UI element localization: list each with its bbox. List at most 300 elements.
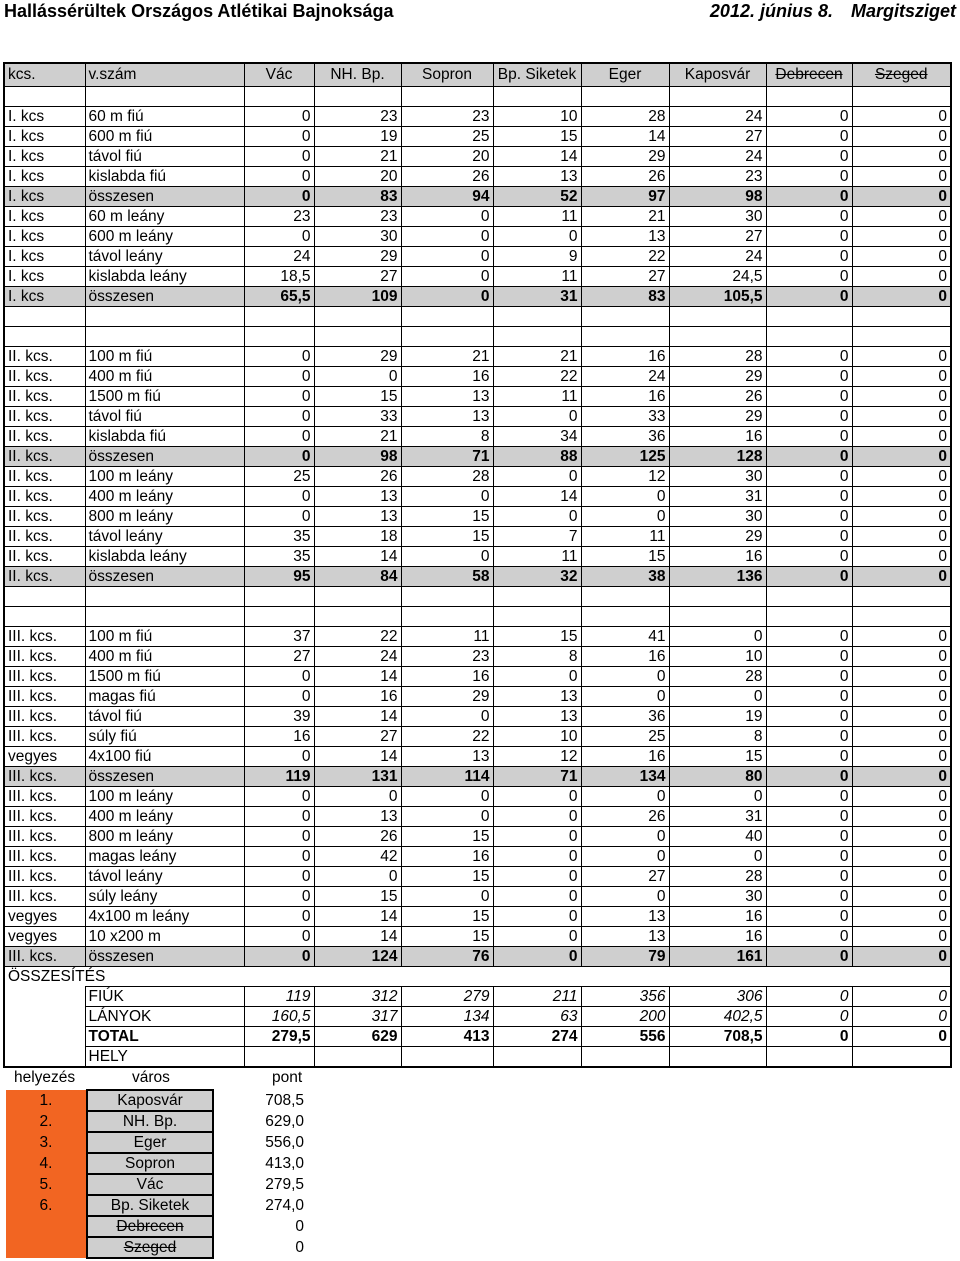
- event-cell: súly fiú: [85, 727, 244, 747]
- score-cell: 0: [401, 787, 493, 807]
- empty-cell: [852, 1047, 951, 1068]
- score-cell: 0: [852, 787, 951, 807]
- score-cell: 40: [669, 827, 766, 847]
- score-cell: 0: [401, 287, 493, 307]
- page-header: [0, 0, 960, 26]
- score-cell: 0: [766, 567, 852, 587]
- score-cell: 22: [493, 367, 581, 387]
- ranking-city: Vác: [87, 1174, 213, 1195]
- event-cell: 100 m fiú: [85, 347, 244, 367]
- score-cell: 0: [314, 867, 401, 887]
- table-row: [4, 927, 951, 947]
- event-cell: kislabda fiú: [85, 427, 244, 447]
- score-cell: 109: [314, 287, 401, 307]
- score-cell: 30: [669, 887, 766, 907]
- score-cell: 134: [581, 767, 669, 787]
- empty-cell: [244, 607, 314, 627]
- empty-cell: [4, 587, 85, 607]
- category-cell: vegyes: [4, 747, 85, 767]
- score-cell: 0: [852, 447, 951, 467]
- empty-cell: [669, 1047, 766, 1068]
- score-cell: 8: [401, 427, 493, 447]
- category-cell: III. kcs.: [4, 647, 85, 667]
- score-cell: 0: [852, 367, 951, 387]
- empty-cell: [669, 607, 766, 627]
- summary-row: [4, 1047, 951, 1068]
- score-cell: 18,5: [244, 267, 314, 287]
- score-cell: 24: [669, 147, 766, 167]
- score-cell: 0: [244, 167, 314, 187]
- score-cell: 0: [852, 487, 951, 507]
- event-cell: kislabda fiú: [85, 167, 244, 187]
- score-cell: 13: [493, 167, 581, 187]
- score-cell: 37: [244, 627, 314, 647]
- table-row: [4, 667, 951, 687]
- score-cell: 131: [314, 767, 401, 787]
- table-row: [4, 147, 951, 167]
- score-cell: 0: [852, 887, 951, 907]
- summary-value: 356: [581, 987, 669, 1007]
- score-cell: 0: [766, 187, 852, 207]
- score-cell: 13: [314, 807, 401, 827]
- score-cell: 0: [766, 687, 852, 707]
- results-table: [3, 62, 952, 1068]
- empty-cell: [766, 587, 852, 607]
- score-cell: 0: [401, 227, 493, 247]
- score-cell: 0: [852, 727, 951, 747]
- score-cell: 0: [493, 667, 581, 687]
- table-row: [4, 867, 951, 887]
- empty-cell: [4, 1027, 85, 1047]
- score-cell: 14: [493, 147, 581, 167]
- score-cell: 14: [314, 667, 401, 687]
- score-cell: 0: [401, 887, 493, 907]
- score-cell: 39: [244, 707, 314, 727]
- score-cell: 114: [401, 767, 493, 787]
- category-cell: III. kcs.: [4, 807, 85, 827]
- score-cell: 15: [401, 867, 493, 887]
- score-cell: 42: [314, 847, 401, 867]
- summary-value: 0: [852, 1007, 951, 1027]
- score-cell: 0: [766, 647, 852, 667]
- summary-value: 413: [401, 1027, 493, 1047]
- blank-row: [4, 587, 951, 607]
- ranking-table: [6, 1089, 304, 1259]
- score-cell: 0: [852, 567, 951, 587]
- ranking-city: Sopron: [87, 1153, 213, 1174]
- score-cell: 0: [766, 807, 852, 827]
- empty-cell: [314, 607, 401, 627]
- empty-cell: [401, 307, 493, 327]
- score-cell: 27: [669, 127, 766, 147]
- score-cell: 29: [669, 367, 766, 387]
- score-cell: 15: [581, 547, 669, 567]
- score-cell: 0: [766, 207, 852, 227]
- summary-value: 629: [314, 1027, 401, 1047]
- column-header: Kaposvár: [669, 63, 766, 87]
- event-cell: összesen: [85, 287, 244, 307]
- score-cell: 13: [493, 687, 581, 707]
- score-cell: 31: [493, 287, 581, 307]
- summary-value: 0: [766, 1027, 852, 1047]
- category-cell: I. kcs: [4, 267, 85, 287]
- score-cell: 0: [244, 487, 314, 507]
- event-cell: 600 m leány: [85, 227, 244, 247]
- score-cell: 0: [244, 107, 314, 127]
- category-cell: III. kcs.: [4, 727, 85, 747]
- score-cell: 16: [581, 347, 669, 367]
- score-cell: 0: [852, 807, 951, 827]
- score-cell: 8: [493, 647, 581, 667]
- ranking-city: Debrecen: [87, 1216, 213, 1237]
- event-cell: 400 m leány: [85, 487, 244, 507]
- score-cell: 15: [401, 907, 493, 927]
- score-cell: 23: [401, 647, 493, 667]
- score-cell: 105,5: [669, 287, 766, 307]
- category-cell: III. kcs.: [4, 767, 85, 787]
- score-cell: 33: [314, 407, 401, 427]
- category-cell: II. kcs.: [4, 487, 85, 507]
- empty-cell: [852, 307, 951, 327]
- score-cell: 15: [401, 927, 493, 947]
- event-cell: 4x100 fiú: [85, 747, 244, 767]
- score-cell: 0: [852, 947, 951, 967]
- score-cell: 0: [244, 227, 314, 247]
- event-cell: 100 m fiú: [85, 627, 244, 647]
- empty-cell: [4, 1047, 85, 1068]
- event-cell: 400 m leány: [85, 807, 244, 827]
- table-row: [4, 827, 951, 847]
- ranking-position: 6.: [6, 1195, 87, 1216]
- score-cell: 0: [766, 507, 852, 527]
- category-cell: I. kcs: [4, 167, 85, 187]
- score-cell: 0: [493, 227, 581, 247]
- score-cell: 0: [244, 847, 314, 867]
- score-cell: 0: [401, 707, 493, 727]
- score-cell: 95: [244, 567, 314, 587]
- empty-cell: [766, 307, 852, 327]
- summary-value: 0: [852, 987, 951, 1007]
- score-cell: 0: [669, 627, 766, 647]
- score-cell: 22: [314, 627, 401, 647]
- score-cell: 0: [244, 187, 314, 207]
- total-row: [4, 947, 951, 967]
- score-cell: 26: [581, 807, 669, 827]
- category-cell: I. kcs: [4, 147, 85, 167]
- category-cell: I. kcs: [4, 287, 85, 307]
- score-cell: 12: [581, 467, 669, 487]
- category-cell: III. kcs.: [4, 667, 85, 687]
- event-cell: kislabda leány: [85, 547, 244, 567]
- score-cell: 11: [493, 387, 581, 407]
- score-cell: 23: [314, 207, 401, 227]
- summary-value: 0: [766, 987, 852, 1007]
- event-cell: magas leány: [85, 847, 244, 867]
- score-cell: 0: [766, 907, 852, 927]
- table-row: [4, 407, 951, 427]
- score-cell: 0: [581, 487, 669, 507]
- score-cell: 0: [852, 227, 951, 247]
- score-cell: 25: [581, 727, 669, 747]
- event-cell: 400 m fiú: [85, 367, 244, 387]
- score-cell: 0: [766, 227, 852, 247]
- score-cell: 10: [493, 107, 581, 127]
- score-cell: 0: [852, 907, 951, 927]
- empty-cell: [581, 307, 669, 327]
- score-cell: 0: [581, 887, 669, 907]
- score-cell: 0: [493, 887, 581, 907]
- ranking-position: [6, 1237, 87, 1258]
- score-cell: 58: [401, 567, 493, 587]
- event-place: Margitsziget: [850, 1, 956, 21]
- score-cell: 13: [581, 907, 669, 927]
- score-cell: 0: [766, 727, 852, 747]
- empty-cell: [85, 87, 244, 107]
- score-cell: 21: [581, 207, 669, 227]
- date-place: [692, 0, 956, 22]
- table-row: [4, 547, 951, 567]
- score-cell: 31: [669, 807, 766, 827]
- score-cell: 27: [244, 647, 314, 667]
- category-cell: II. kcs.: [4, 367, 85, 387]
- score-cell: 21: [401, 347, 493, 367]
- empty-cell: [401, 327, 493, 347]
- blank-row: [4, 87, 951, 107]
- category-cell: I. kcs: [4, 107, 85, 127]
- score-cell: 0: [852, 747, 951, 767]
- category-cell: II. kcs.: [4, 507, 85, 527]
- score-cell: 23: [401, 107, 493, 127]
- score-cell: 0: [244, 447, 314, 467]
- score-cell: 0: [401, 267, 493, 287]
- score-cell: 33: [581, 407, 669, 427]
- summary-value: 274: [493, 1027, 581, 1047]
- ranking-points: 629,0: [265, 1113, 304, 1130]
- table-row: [4, 247, 951, 267]
- score-cell: 24: [669, 247, 766, 267]
- score-cell: 14: [314, 747, 401, 767]
- score-cell: 0: [314, 367, 401, 387]
- empty-cell: [493, 327, 581, 347]
- score-cell: 0: [581, 827, 669, 847]
- score-cell: 14: [314, 547, 401, 567]
- score-cell: 16: [244, 727, 314, 747]
- category-cell: III. kcs.: [4, 787, 85, 807]
- score-cell: 0: [852, 247, 951, 267]
- score-cell: 0: [244, 827, 314, 847]
- score-cell: 16: [401, 847, 493, 867]
- score-cell: 26: [314, 827, 401, 847]
- empty-cell: [244, 307, 314, 327]
- score-cell: 13: [401, 407, 493, 427]
- score-cell: 28: [669, 867, 766, 887]
- ranking-position: 1.: [6, 1090, 87, 1111]
- table-row: [4, 747, 951, 767]
- summary-title: ÖSSZESÍTÉS: [4, 967, 244, 987]
- score-cell: 29: [581, 147, 669, 167]
- score-cell: 13: [493, 707, 581, 727]
- table-row: [4, 107, 951, 127]
- score-cell: 11: [401, 627, 493, 647]
- score-cell: 0: [244, 127, 314, 147]
- score-cell: 0: [852, 207, 951, 227]
- ranking-position: 5.: [6, 1174, 87, 1195]
- blank-row: [4, 607, 951, 627]
- score-cell: 27: [314, 267, 401, 287]
- table-row: [4, 627, 951, 647]
- score-cell: 21: [314, 147, 401, 167]
- summary-value: 160,5: [244, 1007, 314, 1027]
- score-cell: 9: [493, 247, 581, 267]
- table-row: [4, 367, 951, 387]
- score-cell: 0: [766, 547, 852, 567]
- score-cell: 13: [401, 747, 493, 767]
- column-header: NH. Bp.: [314, 63, 401, 87]
- score-cell: 30: [669, 467, 766, 487]
- score-cell: 0: [401, 807, 493, 827]
- score-cell: 76: [401, 947, 493, 967]
- score-cell: 13: [401, 387, 493, 407]
- table-header-row: [4, 63, 951, 87]
- score-cell: 0: [493, 867, 581, 887]
- ranking-position: [6, 1216, 87, 1237]
- ranking-position: 4.: [6, 1153, 87, 1174]
- score-cell: 14: [493, 487, 581, 507]
- category-cell: III. kcs.: [4, 707, 85, 727]
- score-cell: 22: [581, 247, 669, 267]
- event-cell: összesen: [85, 767, 244, 787]
- event-cell: 1500 m fiú: [85, 387, 244, 407]
- score-cell: 16: [669, 927, 766, 947]
- score-cell: 0: [766, 447, 852, 467]
- score-cell: 19: [669, 707, 766, 727]
- score-cell: 0: [401, 487, 493, 507]
- score-cell: 0: [244, 907, 314, 927]
- score-cell: 83: [581, 287, 669, 307]
- score-cell: 79: [581, 947, 669, 967]
- summary-label: HELY: [85, 1047, 244, 1068]
- event-cell: 60 m leány: [85, 207, 244, 227]
- event-cell: 400 m fiú: [85, 647, 244, 667]
- score-cell: 16: [581, 647, 669, 667]
- summary-row: [4, 1027, 951, 1047]
- summary-value: 0: [766, 1007, 852, 1027]
- event-cell: távol leány: [85, 867, 244, 887]
- empty-cell: [493, 87, 581, 107]
- ranking-header-city: város: [132, 1069, 170, 1086]
- ranking-header-pts: pont: [272, 1069, 303, 1086]
- event-date: 2012. június 8.: [709, 1, 833, 21]
- score-cell: 13: [581, 927, 669, 947]
- score-cell: 0: [244, 507, 314, 527]
- score-cell: 18: [314, 527, 401, 547]
- column-header: Eger: [581, 63, 669, 87]
- ranking-row: [6, 1195, 304, 1216]
- score-cell: 0: [244, 887, 314, 907]
- score-cell: 0: [669, 687, 766, 707]
- empty-cell: [314, 587, 401, 607]
- score-cell: 0: [244, 927, 314, 947]
- summary-value: 134: [401, 1007, 493, 1027]
- table-row: [4, 347, 951, 367]
- score-cell: 0: [852, 507, 951, 527]
- category-cell: III. kcs.: [4, 687, 85, 707]
- score-cell: 11: [493, 547, 581, 567]
- category-cell: I. kcs: [4, 187, 85, 207]
- score-cell: 24: [581, 367, 669, 387]
- score-cell: 14: [581, 127, 669, 147]
- score-cell: 28: [581, 107, 669, 127]
- score-cell: 0: [766, 167, 852, 187]
- ranking-city: Szeged: [87, 1237, 213, 1258]
- category-cell: I. kcs: [4, 207, 85, 227]
- score-cell: 88: [493, 447, 581, 467]
- score-cell: 0: [766, 367, 852, 387]
- ranking-position: 3.: [6, 1132, 87, 1153]
- empty-cell: [766, 327, 852, 347]
- column-header: Szeged: [852, 63, 951, 87]
- ranking-header-pos: helyezés: [14, 1069, 76, 1086]
- score-cell: 16: [669, 907, 766, 927]
- table-row: [4, 647, 951, 667]
- score-cell: 83: [314, 187, 401, 207]
- column-header: Sopron: [401, 63, 493, 87]
- score-cell: 0: [852, 827, 951, 847]
- score-cell: 0: [766, 867, 852, 887]
- ranking-section: [6, 1068, 306, 1259]
- score-cell: 35: [244, 527, 314, 547]
- event-cell: kislabda leány: [85, 267, 244, 287]
- score-cell: 15: [493, 627, 581, 647]
- ranking-row: [6, 1174, 304, 1195]
- event-cell: távol fiú: [85, 407, 244, 427]
- category-cell: II. kcs.: [4, 427, 85, 447]
- page-title: Hallássérültek Országos Atlétikai Bajnoksága: [4, 1, 394, 21]
- category-cell: III. kcs.: [4, 827, 85, 847]
- event-cell: távol leány: [85, 527, 244, 547]
- empty-cell: [244, 587, 314, 607]
- score-cell: 0: [766, 147, 852, 167]
- empty-cell: [581, 87, 669, 107]
- score-cell: 84: [314, 567, 401, 587]
- summary-value: 708,5: [669, 1027, 766, 1047]
- score-cell: 7: [493, 527, 581, 547]
- summary-value: 119: [244, 987, 314, 1007]
- table-row: [4, 907, 951, 927]
- score-cell: 0: [852, 107, 951, 127]
- category-cell: II. kcs.: [4, 387, 85, 407]
- score-cell: 0: [766, 407, 852, 427]
- score-cell: 16: [581, 387, 669, 407]
- score-cell: 15: [314, 387, 401, 407]
- total-row: [4, 287, 951, 307]
- category-cell: II. kcs.: [4, 447, 85, 467]
- score-cell: 23: [669, 167, 766, 187]
- score-cell: 15: [493, 127, 581, 147]
- summary-value: 211: [493, 987, 581, 1007]
- score-cell: 0: [852, 927, 951, 947]
- score-cell: 125: [581, 447, 669, 467]
- score-cell: 0: [669, 787, 766, 807]
- score-cell: 0: [244, 787, 314, 807]
- total-row: [4, 187, 951, 207]
- event-cell: 800 m leány: [85, 827, 244, 847]
- empty-cell: [401, 1047, 493, 1068]
- score-cell: 25: [401, 127, 493, 147]
- score-cell: 38: [581, 567, 669, 587]
- score-cell: 0: [244, 407, 314, 427]
- score-cell: 0: [852, 707, 951, 727]
